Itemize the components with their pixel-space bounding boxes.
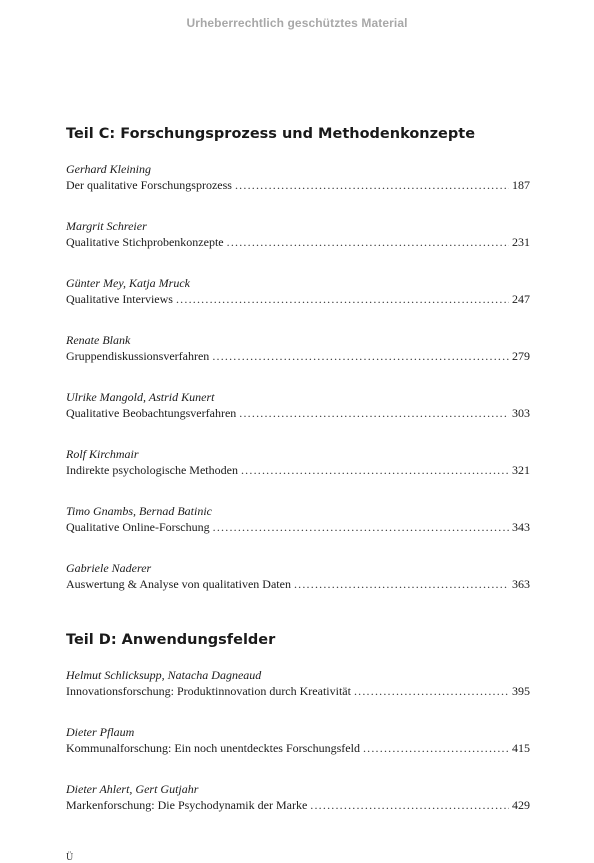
entry-author: Günter Mey, Katja Mruck [66,276,190,290]
entry-title: Qualitative Online-Forschung [66,520,210,534]
dot-leader [227,234,509,251]
toc-entry[interactable] [66,782,530,814]
entry-title: Markenforschung: Die Psychodynamik der Marke [66,798,308,812]
entry-title: Qualitative Beobachtungsverfahren [66,406,237,420]
dot-leader [176,291,509,308]
section-heading-teil-c: Teil C: Forschungsprozess und Methodenkonzepte [66,126,476,142]
dot-leader [363,740,509,757]
dot-leader [354,683,509,700]
cut-off-footer-text: Ü [66,852,74,863]
toc-entry[interactable] [66,219,530,251]
copyright-watermark: Urheberrechtlich geschütztes Material [186,16,408,30]
toc-entry[interactable] [66,162,530,194]
dot-leader [213,519,509,536]
entry-author: Ulrike Mangold, Astrid Kunert [66,390,215,404]
entry-title: Gruppendiskussionsverfahren [66,349,210,363]
entry-author: Renate Blank [66,333,131,347]
entry-page-number: 363 [512,577,530,591]
entry-page-number: 187 [512,178,530,192]
toc-entry[interactable] [66,725,530,757]
entry-page-number: 429 [512,798,530,812]
entry-title: Qualitative Stichprobenkonzepte [66,235,224,249]
entry-page-number: 343 [512,520,530,534]
dot-leader [241,462,509,479]
entry-author: Dieter Pflaum [66,725,135,739]
entry-page-number: 321 [512,463,530,477]
entry-author: Dieter Ahlert, Gert Gutjahr [66,782,199,796]
entry-page-number: 415 [512,741,530,755]
entry-page-number: 231 [512,235,530,249]
entry-page-number: 247 [512,292,530,306]
entry-author: Timo Gnambs, Bernad Batinic [66,504,212,518]
toc-entry[interactable] [66,276,530,308]
toc-entry[interactable] [66,561,530,593]
dot-leader [294,576,509,593]
dot-leader [212,348,509,365]
entry-title: Auswertung & Analyse von qualitativen Daten [66,577,291,591]
dot-leader [239,405,509,422]
entry-author: Rolf Kirchmair [66,447,139,461]
entry-page-number: 279 [512,349,530,363]
entry-title: Der qualitative Forschungsprozess [66,178,232,192]
entry-page-number: 303 [512,406,530,420]
entry-title: Indirekte psychologische Methoden [66,463,238,477]
toc-entry[interactable] [66,333,530,365]
toc-entry[interactable] [66,504,530,536]
entry-author: Gerhard Kleining [66,162,152,176]
toc-entry[interactable] [66,390,530,422]
entry-title: Innovationsforschung: Produktinnovation durch Kreativität [66,684,351,698]
entry-title: Qualitative Interviews [66,292,173,306]
dot-leader [235,177,509,194]
entry-title: Kommunalforschung: Ein noch unentdecktes Forschungsfeld [66,741,360,755]
toc-entry[interactable] [66,447,530,479]
entry-author: Margrit Schreier [66,219,147,233]
entry-author: Gabriele Naderer [66,561,152,575]
section-heading-teil-d: Teil D: Anwendungsfelder [66,632,276,648]
dot-leader [310,797,509,814]
entry-author: Helmut Schlicksupp, Natacha Dagneaud [66,668,262,682]
toc-entry[interactable] [66,668,530,700]
entry-page-number: 395 [512,684,530,698]
